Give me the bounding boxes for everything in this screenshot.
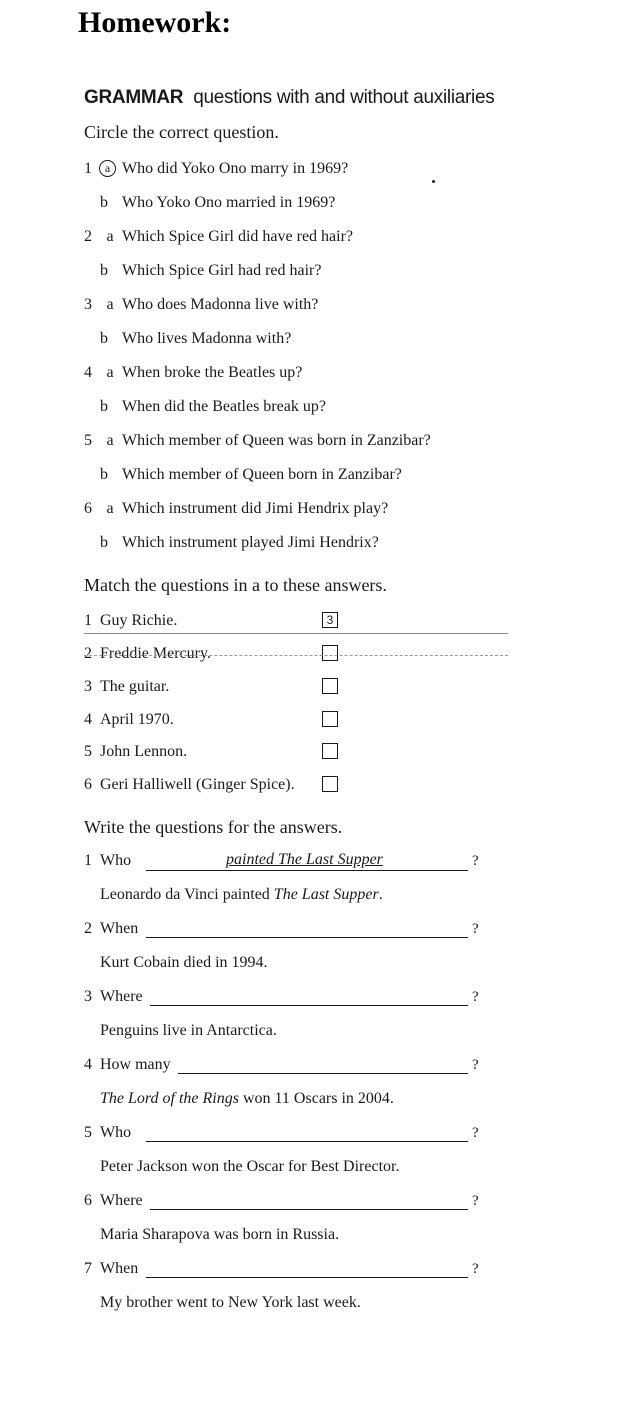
divider-line xyxy=(84,633,508,634)
write-q3-answer: Penguins live in Antarctica. xyxy=(100,1022,277,1039)
write-q4-label: 4 How many xyxy=(84,1056,171,1073)
write-q5-blank[interactable] xyxy=(146,1141,468,1142)
write-q4-answer: The Lord of the Rings won 11 Oscars in 2004. xyxy=(100,1090,394,1107)
write-q3-label: 3 Where xyxy=(84,988,143,1005)
question-mark: ? xyxy=(472,853,479,869)
match-box-2[interactable] xyxy=(322,645,338,661)
write-q2-label: 2 When xyxy=(84,920,139,937)
write-q1-answer: Leonardo da Vinci painted The Last Supper. xyxy=(100,886,383,903)
match-item-2: 2 Freddie Mercury. xyxy=(84,645,211,662)
q2-option-b[interactable]: b Which Spice Girl had red hair? xyxy=(100,262,322,279)
write-q6-label: 6 Where xyxy=(84,1192,143,1209)
match-box-4[interactable] xyxy=(322,711,338,727)
grammar-label: GRAMMAR xyxy=(84,87,184,108)
write-q4-blank[interactable] xyxy=(178,1073,468,1074)
q6-option-b[interactable]: b Which instrument played Jimi Hendrix? xyxy=(100,534,379,551)
match-box-1[interactable]: 3 xyxy=(322,612,338,628)
q1-option-a[interactable]: 1 a Who did Yoko Ono marry in 1969? xyxy=(84,160,349,177)
write-q7-label: 7 When xyxy=(84,1260,139,1277)
question-mark: ? xyxy=(472,1193,479,1209)
grammar-heading xyxy=(84,87,494,109)
write-q1-filled-answer: painted The Last Supper xyxy=(226,851,383,868)
write-q7-blank[interactable] xyxy=(146,1277,468,1278)
write-q2-answer: Kurt Cobain died in 1994. xyxy=(100,954,268,971)
write-q2-blank[interactable] xyxy=(146,937,468,938)
q6-option-a[interactable]: 6 a Which instrument did Jimi Hendrix play? xyxy=(84,500,389,517)
question-mark: ? xyxy=(472,1125,479,1141)
write-q3-blank[interactable] xyxy=(150,1005,468,1006)
page-title: Homework: xyxy=(78,6,232,39)
grammar-topic: questions with and without auxiliaries xyxy=(193,87,495,108)
match-item-4: 4 April 1970. xyxy=(84,711,174,728)
question-mark: ? xyxy=(472,921,479,937)
strike-line xyxy=(84,655,508,656)
question-mark: ? xyxy=(472,1261,479,1277)
q4-option-b[interactable]: b When did the Beatles break up? xyxy=(100,398,326,415)
section3-instruction: Write the questions for the answers. xyxy=(84,817,343,837)
question-mark: ? xyxy=(472,989,479,1005)
match-item-3: 3 The guitar. xyxy=(84,678,170,695)
write-q6-blank[interactable] xyxy=(150,1209,468,1210)
q5-option-b[interactable]: b Which member of Queen born in Zanzibar? xyxy=(100,466,402,483)
question-mark: ? xyxy=(472,1057,479,1073)
section1-instruction: Circle the correct question. xyxy=(84,122,279,142)
write-q5-label: 5 Who xyxy=(84,1124,132,1141)
circled-letter-icon: a xyxy=(99,160,116,177)
stray-mark xyxy=(432,180,435,183)
q5-option-a[interactable]: 5 a Which member of Queen was born in Zanzibar? xyxy=(84,432,431,449)
section2-instruction: Match the questions in a to these answers. xyxy=(84,575,387,595)
match-item-5: 5 John Lennon. xyxy=(84,743,188,760)
write-q5-answer: Peter Jackson won the Oscar for Best Director. xyxy=(100,1158,400,1175)
match-item-1: 1 Guy Richie. xyxy=(84,612,178,629)
match-box-6[interactable] xyxy=(322,776,338,792)
write-q7-answer: My brother went to New York last week. xyxy=(100,1294,361,1311)
q2-option-a[interactable]: 2 a Which Spice Girl did have red hair? xyxy=(84,228,354,245)
write-q1-label: 1 Who xyxy=(84,852,132,869)
write-q1-blank[interactable] xyxy=(146,870,468,871)
match-item-6: 6 Geri Halliwell (Ginger Spice). xyxy=(84,776,295,793)
match-box-5[interactable] xyxy=(322,743,338,759)
q3-option-a[interactable]: 3 a Who does Madonna live with? xyxy=(84,296,319,313)
q1-option-b[interactable]: b Who Yoko Ono married in 1969? xyxy=(100,194,336,211)
match-box-3[interactable] xyxy=(322,678,338,694)
write-q6-answer: Maria Sharapova was born in Russia. xyxy=(100,1226,340,1243)
q3-option-b[interactable]: b Who lives Madonna with? xyxy=(100,330,292,347)
q4-option-a[interactable]: 4 a When broke the Beatles up? xyxy=(84,364,303,381)
